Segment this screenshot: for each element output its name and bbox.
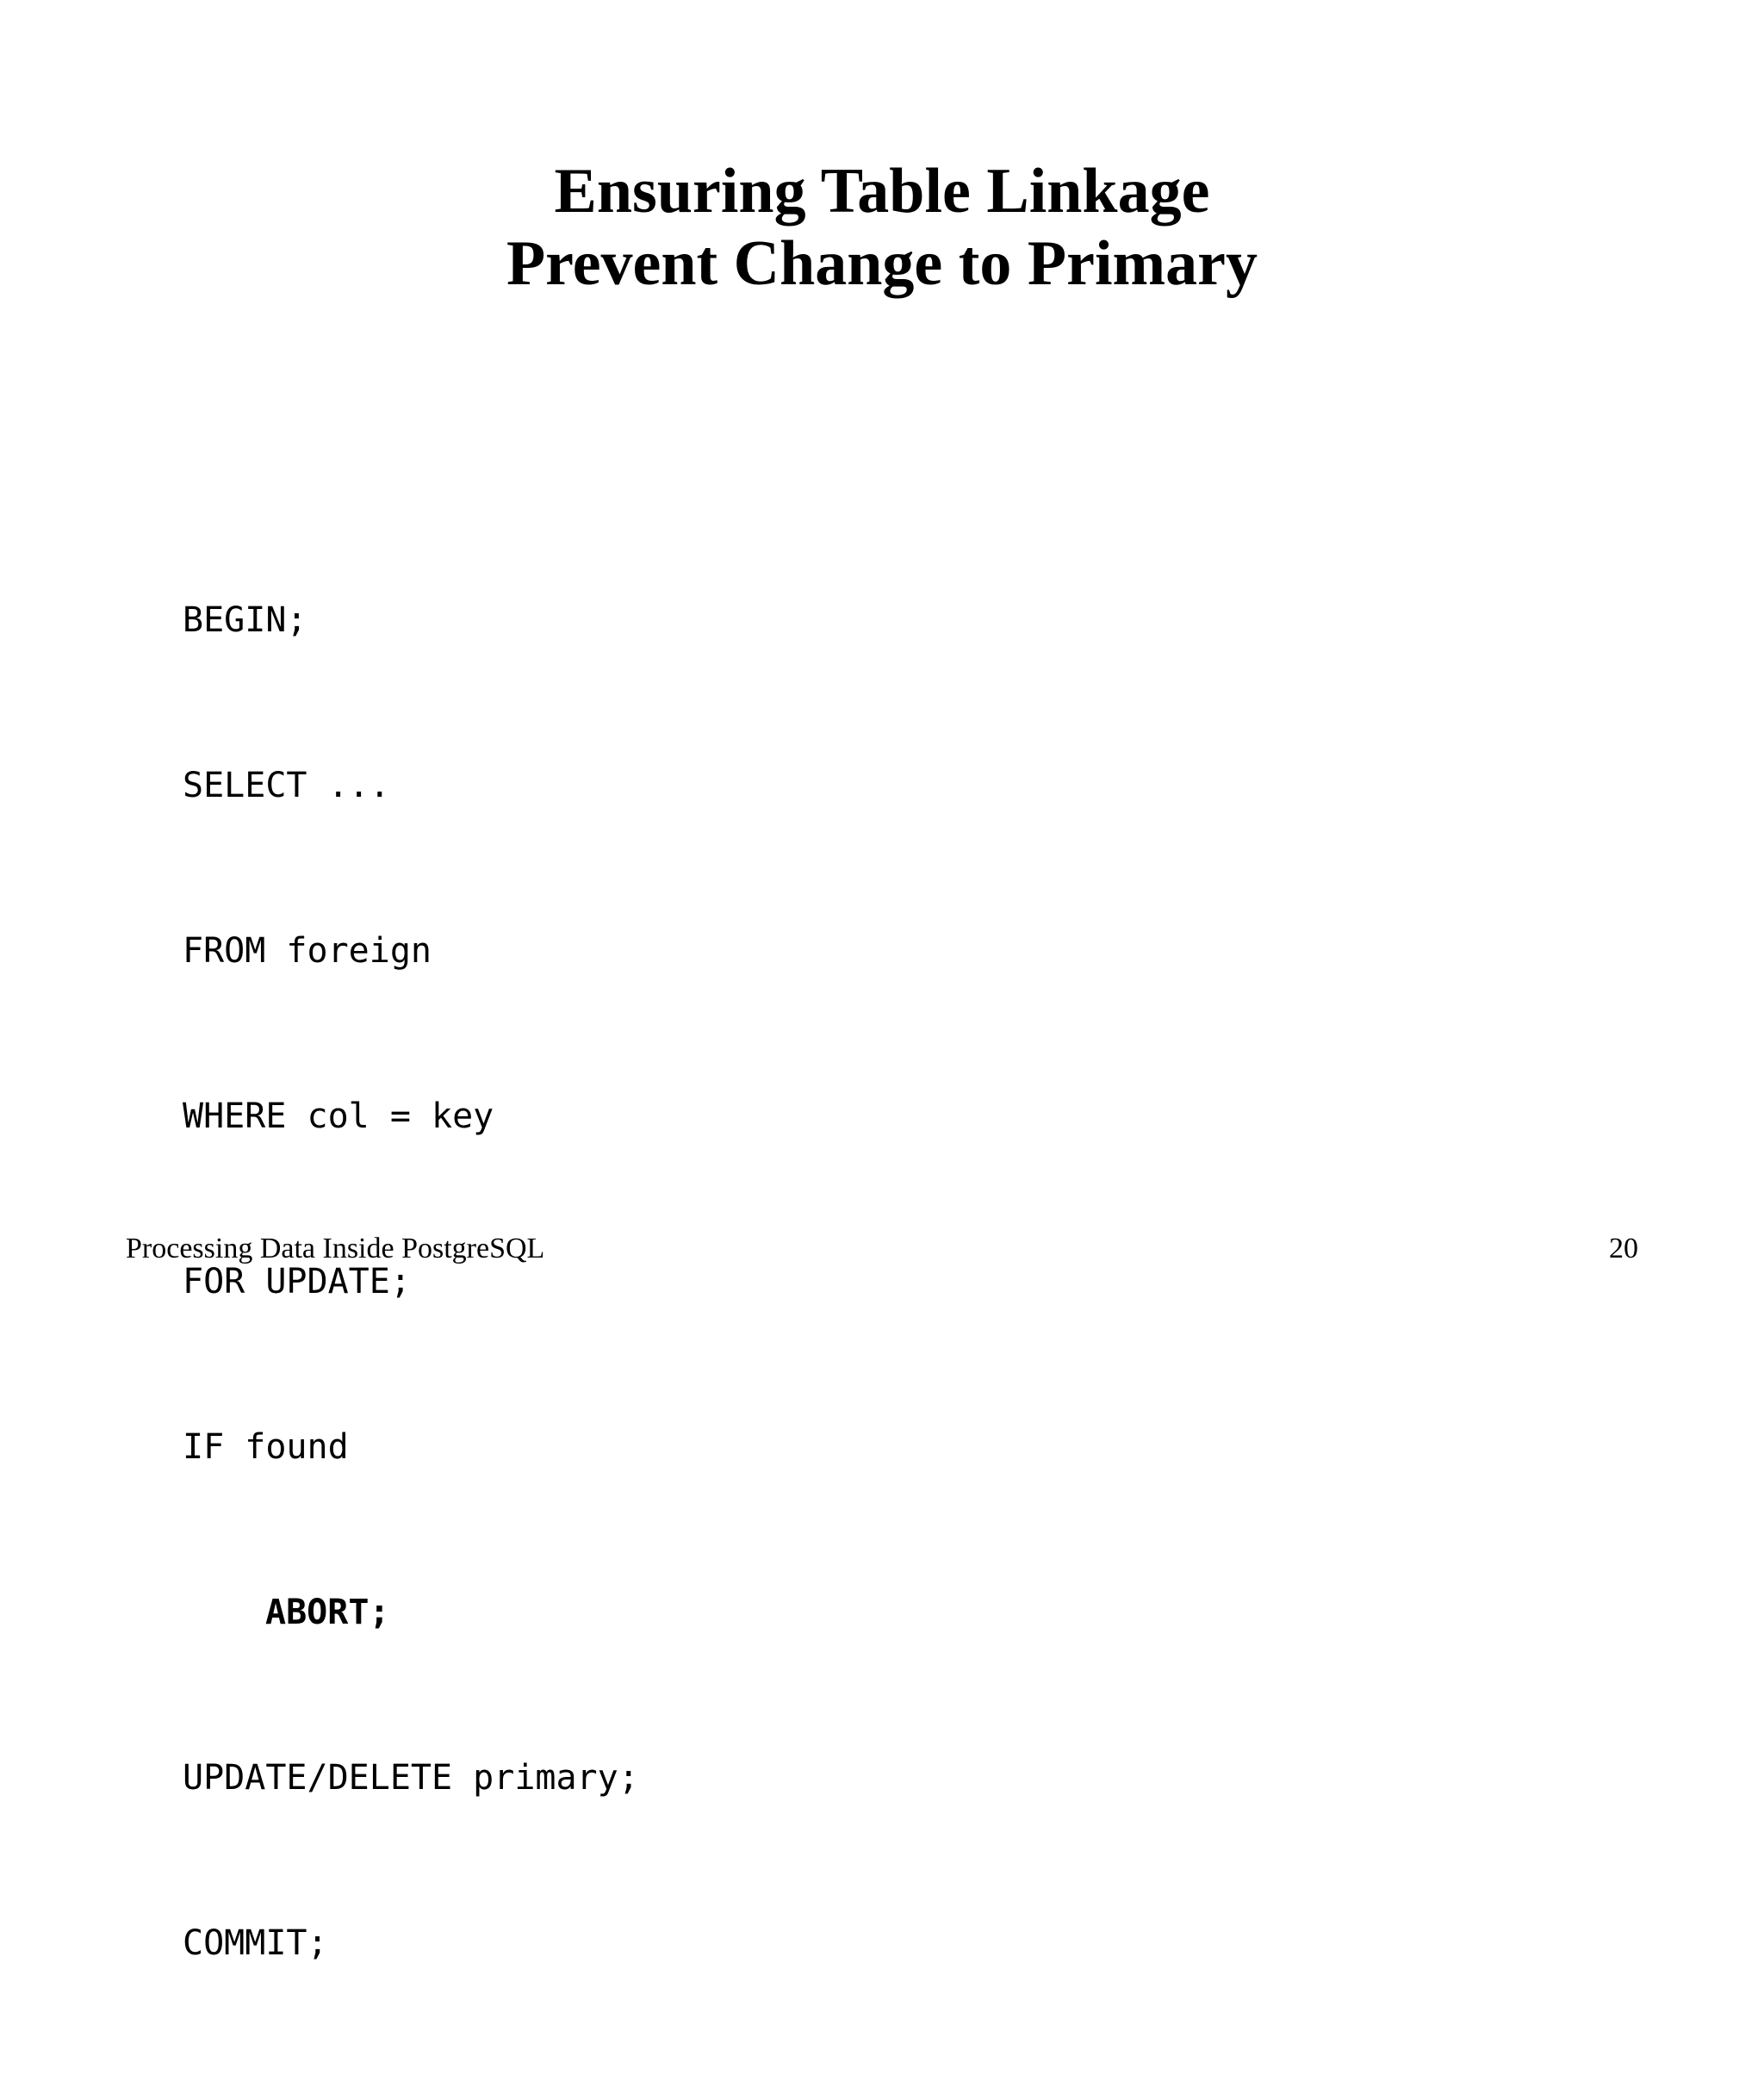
code-line-abort: ABORT; <box>265 1593 390 1632</box>
code-line-update-delete: UPDATE/DELETE primary; <box>183 1758 639 1798</box>
code-line-for-update: FOR UPDATE; <box>183 1262 411 1301</box>
code-block <box>183 482 639 2081</box>
code-line-from: FROM foreign <box>183 931 432 971</box>
slide-title <box>0 155 1764 300</box>
title-line-1: Ensuring Table Linkage <box>554 156 1210 227</box>
page-number: 20 <box>1609 1233 1638 1264</box>
code-line-if-found: IF found <box>183 1427 349 1467</box>
code-line-select: SELECT ... <box>183 766 390 805</box>
title-line-2: Prevent Change to Primary <box>506 228 1258 299</box>
footer-text: Processing Data Inside PostgreSQL <box>126 1233 545 1264</box>
code-line-where: WHERE col = key <box>183 1096 494 1136</box>
code-line-commit: COMMIT; <box>183 1923 328 1963</box>
code-line-begin: BEGIN; <box>183 600 307 640</box>
